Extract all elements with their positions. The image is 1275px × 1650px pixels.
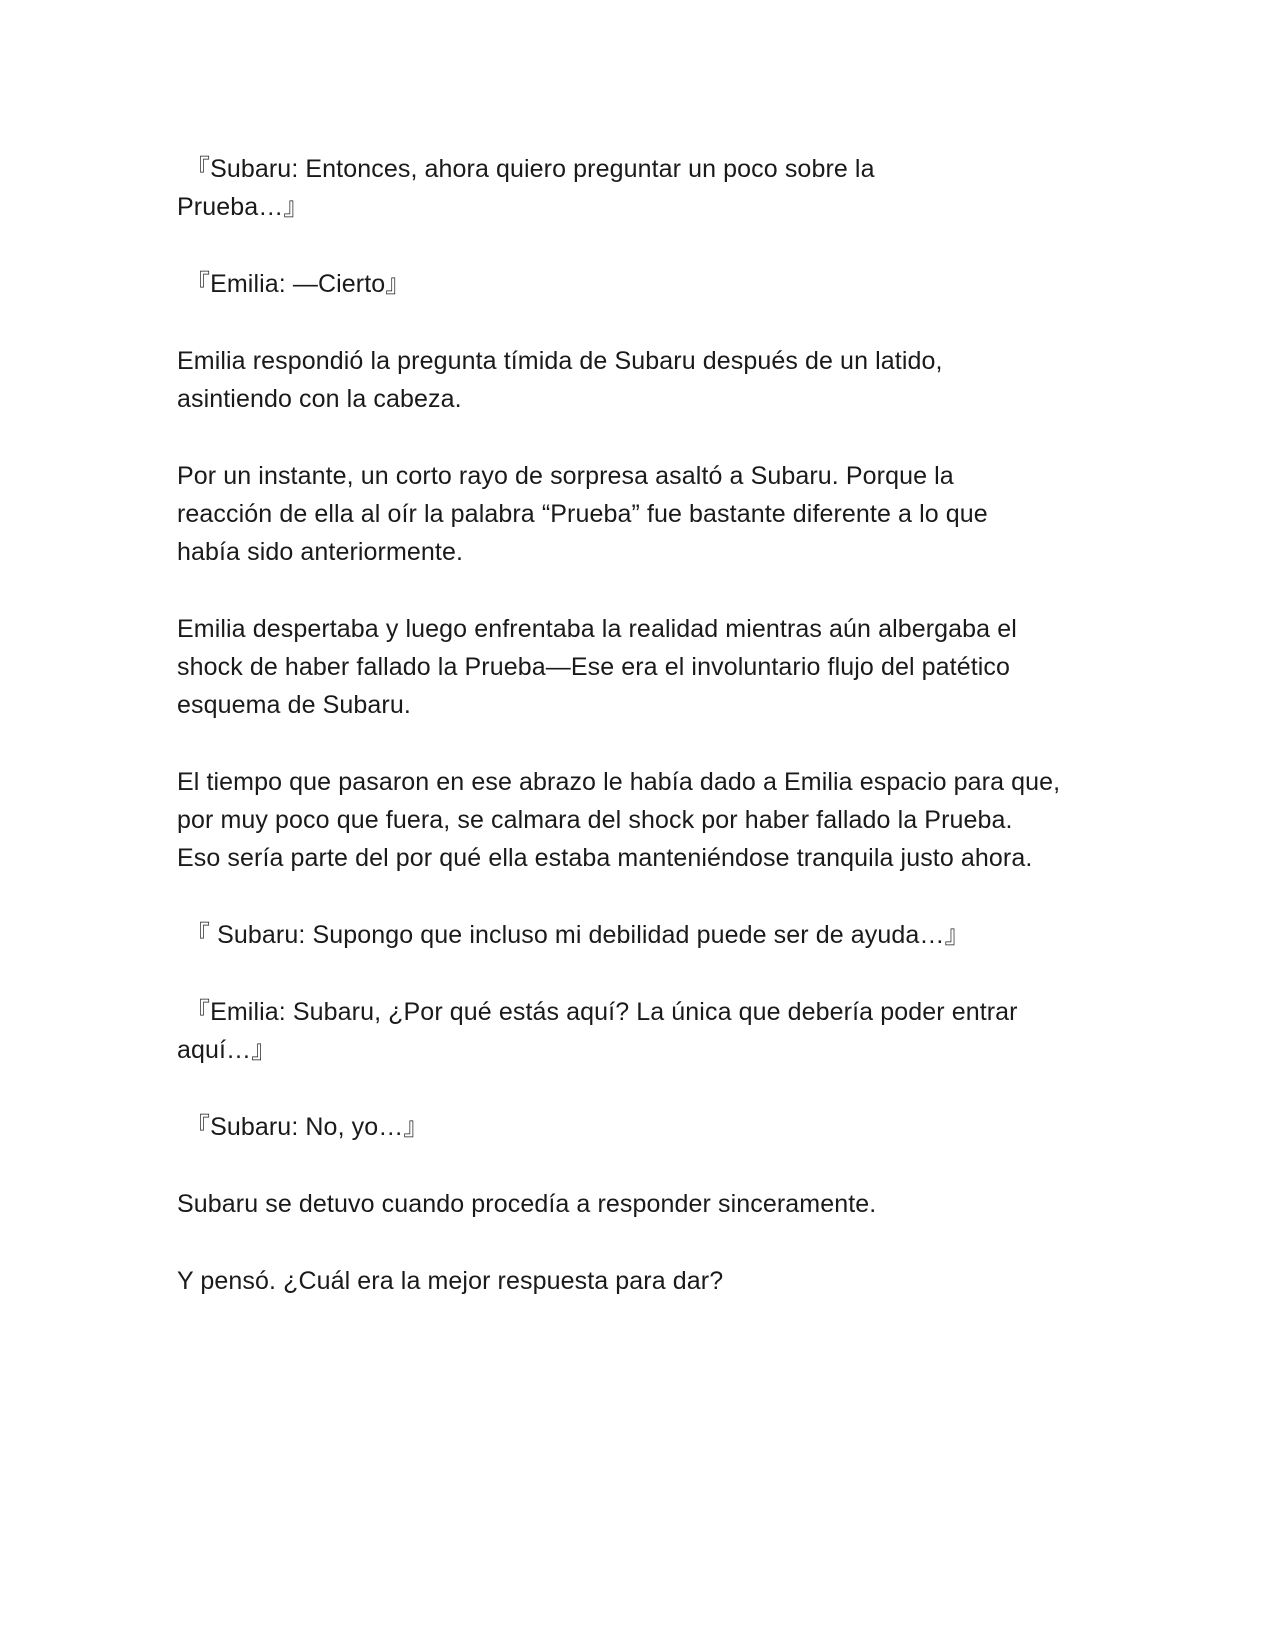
dialogue-line: 『 Subaru: Supongo que incluso mi debilidad puede ser de ayuda…』 [185, 921, 970, 949]
narration-paragraph: Por un instante, un corto rayo de sorpresa asaltó a Subaru. Porque la reacción de ella al oír la palabra “Prueba” fue bastante diferente a lo que había sido anteriormente. [177, 462, 988, 566]
narration-paragraph: Emilia respondió la pregunta tímida de Subaru después de un latido, asintiendo con la cabeza. [177, 347, 943, 413]
narration-paragraph: Y pensó. ¿Cuál era la mejor respuesta para dar? [177, 1267, 724, 1295]
dialogue-line: 『Emilia: Subaru, ¿Por qué estás aquí? La única que debería poder entrar aquí…』 [177, 998, 1018, 1064]
narration-paragraph: Subaru se detuvo cuando procedía a responder sinceramente. [177, 1190, 877, 1218]
narration-paragraph: El tiempo que pasaron en ese abrazo le había dado a Emilia espacio para que, por muy poco que fuera, se calmara del shock por haber fallado la Prueba. Eso sería parte del por qué ella estaba manteniéndose tranquila justo ahora. [177, 768, 1061, 872]
document-body [177, 150, 1122, 1339]
dialogue-line: 『Emilia: —Cierto』 [185, 270, 411, 298]
narration-paragraph: Emilia despertaba y luego enfrentaba la realidad mientras aún albergaba el shock de haber fallado la Prueba—Ese era el involuntario flujo del patético esquema de Subaru. [177, 615, 1017, 719]
dialogue-line: 『Subaru: No, yo…』 [185, 1113, 429, 1141]
dialogue-line: 『Subaru: Entonces, ahora quiero preguntar un poco sobre la Prueba…』 [177, 155, 875, 221]
